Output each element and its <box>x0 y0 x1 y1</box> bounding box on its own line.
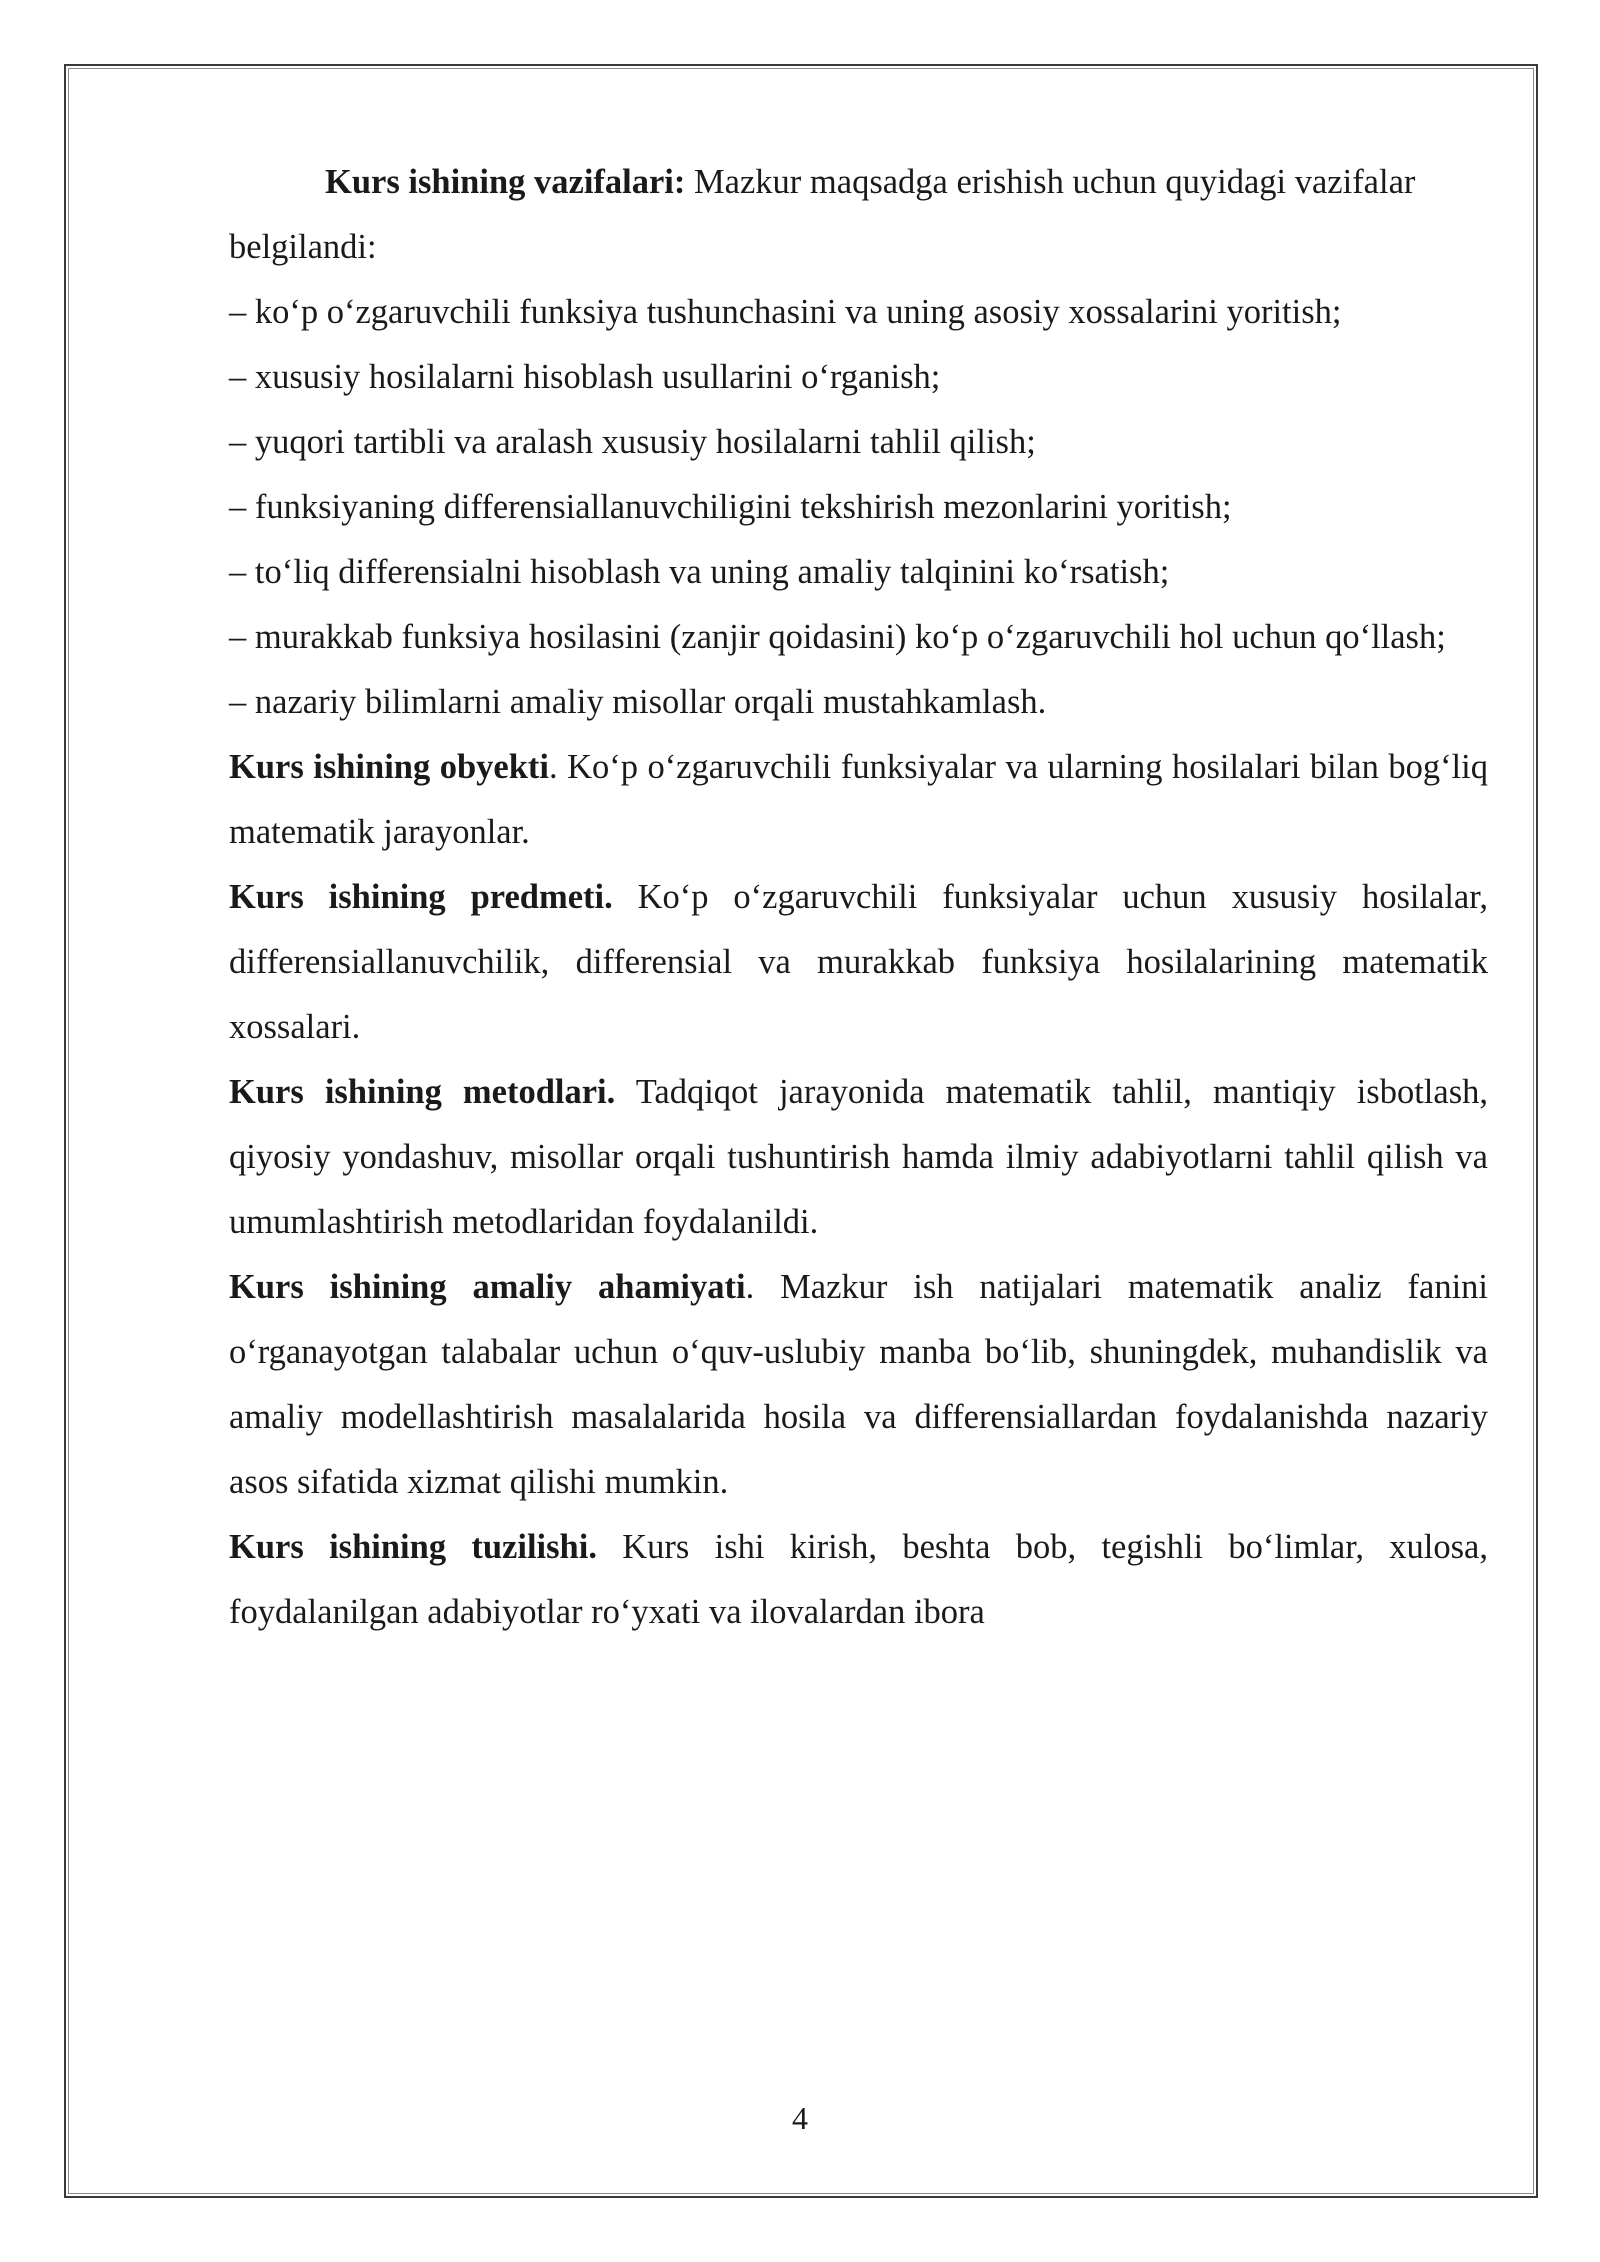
object-heading: Kurs ishining obyekti <box>229 748 549 786</box>
significance-text: . Mazkur ish natijalari matematik analiz fanini oʻrganayotgan talabalar uchun oʻquv-uslubiy manba boʻlib, shuningdek, muhandislik va amaliy modellashtirish masalalarida hosila va differensiallardan foydalanishda nazariy asos sifatida xizmat qilishi mumkin. <box>229 1268 1488 1501</box>
structure-paragraph <box>229 1515 1488 1645</box>
task-item: – toʻliq differensialni hisoblash va uning amaliy talqinini koʻrsatish; <box>229 553 1170 591</box>
tasks-heading: Kurs ishining vazifalari: <box>325 163 686 201</box>
document-body <box>229 150 1488 1645</box>
task-item: – nazariy bilimlarni amaliy misollar orqali mustahkamlash. <box>229 683 1047 721</box>
task-item: – yuqori tartibli va aralash xususiy hosilalarni tahlil qilish; <box>229 423 1036 461</box>
methods-text: Tadqiqot jarayonida matematik tahlil, mantiqiy isbotlash, qiyosiy yondashuv, misollar orqali tushuntirish hamda ilmiy adabiyotlarni tahlil qilish va umumlashtirish metodlaridan foydalanildi. <box>229 1073 1488 1241</box>
subject-paragraph <box>229 865 1488 1060</box>
subject-text: Koʻp oʻzgaruvchili funksiyalar uchun xususiy hosilalar, differensiallanuvchilik, differensial va murakkab funksiya hosilalarining matematik xossalari. <box>229 878 1488 1046</box>
structure-heading: Kurs ishining tuzilishi. <box>229 1528 597 1566</box>
task-item: – murakkab funksiya hosilasini (zanjir qoidasini) koʻp oʻzgaruvchili hol uchun qoʻllash; <box>229 618 1446 656</box>
methods-paragraph <box>229 1060 1488 1255</box>
significance-heading: Kurs ishining amaliy ahamiyati <box>229 1268 746 1306</box>
subject-heading: Kurs ishining predmeti. <box>229 878 613 916</box>
object-text: . Koʻp oʻzgaruvchili funksiyalar va ularning hosilalari bilan bogʻliq matematik jarayonlar. <box>229 748 1488 851</box>
methods-heading: Kurs ishining metodlari. <box>229 1073 616 1111</box>
tasks-paragraph <box>229 150 1488 280</box>
significance-paragraph <box>229 1255 1488 1515</box>
object-paragraph <box>229 735 1488 865</box>
task-item: – xususiy hosilalarni hisoblash usullarini oʻrganish; <box>229 358 941 396</box>
page-number: 4 <box>792 2100 808 2136</box>
tasks-intro: Mazkur maqsadga erishish uchun quyidagi vazifalar belgilandi: <box>229 163 1416 266</box>
task-item: – koʻp oʻzgaruvchili funksiya tushunchasini va uning asosiy xossalarini yoritish; <box>229 293 1342 331</box>
structure-text: Kurs ishi kirish, beshta bob, tegishli boʻlimlar, xulosa, foydalanilgan adabiyotlar roʻyxati va ilovalardan ibora <box>229 1528 1488 1631</box>
task-item: – funksiyaning differensiallanuvchiligini tekshirish mezonlarini yoritish; <box>229 488 1232 526</box>
